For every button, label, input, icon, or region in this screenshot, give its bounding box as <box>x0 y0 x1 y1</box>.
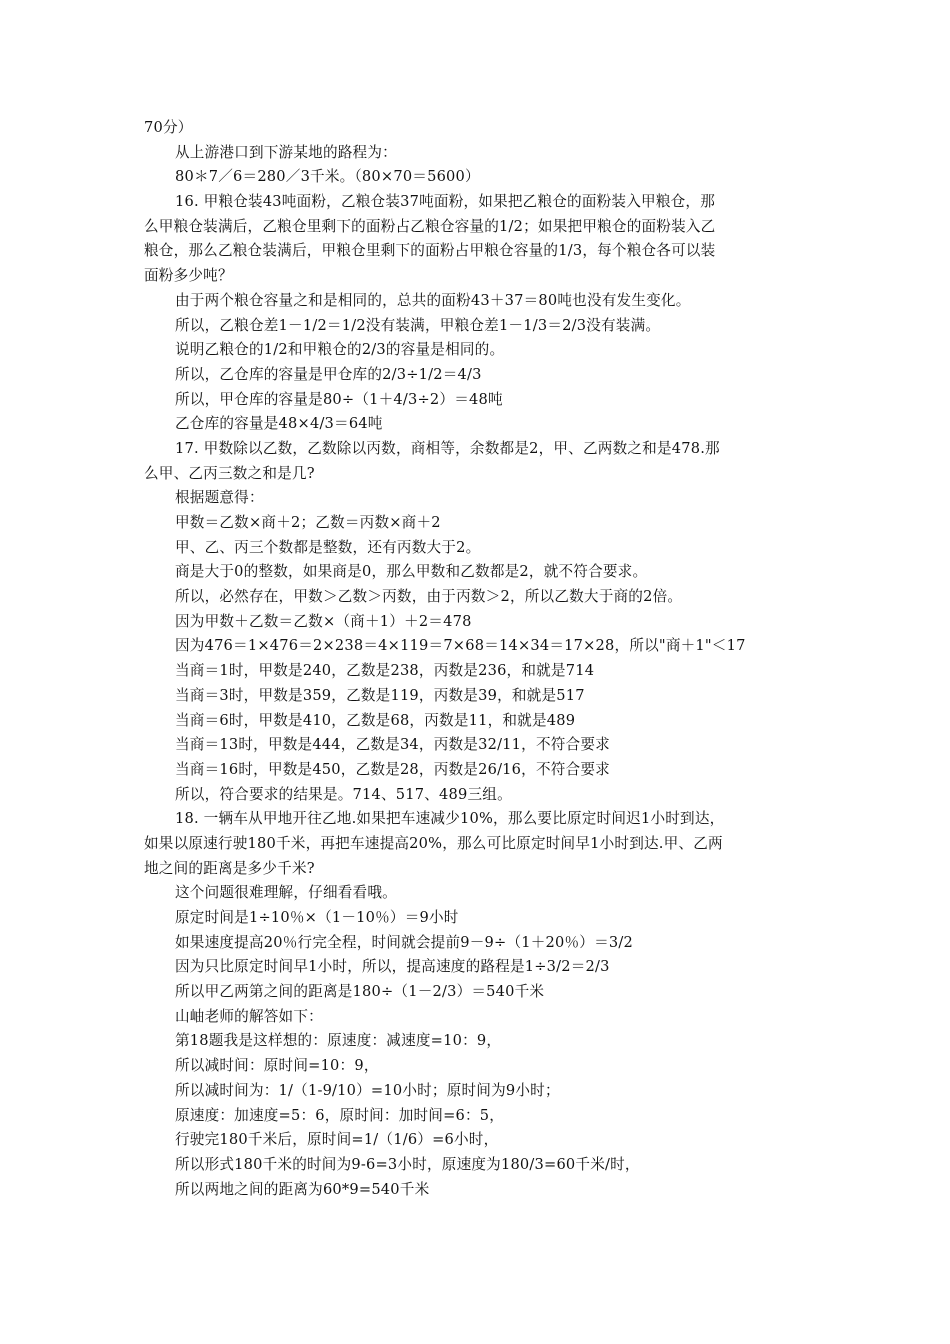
text-line: 16. 甲粮仓装43吨面粉，乙粮仓装37吨面粉，如果把乙粮仓的面粉装入甲粮仓，那 <box>175 193 715 211</box>
text-line: 当商＝6时，甲数是410，乙数是68，丙数是11，和就是489 <box>175 711 576 729</box>
text-line: 所以，符合要求的结果是。714、517、489三组。 <box>175 785 512 803</box>
text-line: 当商＝1时，甲数是240，乙数是238，丙数是236，和就是714 <box>175 662 595 680</box>
text-line: 所以，乙仓库的容量是甲仓库的2/3÷1/2＝4/3 <box>175 365 482 383</box>
text-line: 如果速度提高20％行完全程，时间就会提前9－9÷（1＋20％）＝3/2 <box>175 933 633 951</box>
text-line: 乙仓库的容量是48×4/3＝64吨 <box>175 415 383 433</box>
text-line: 因为甲数＋乙数＝乙数×（商＋1）＋2＝478 <box>175 612 472 630</box>
text-line: 所以减时间：原时间=10：9， <box>175 1057 379 1075</box>
text-line: 所以，必然存在，甲数＞乙数＞丙数，由于丙数＞2，所以乙数大于商的2倍。 <box>175 588 683 606</box>
text-line: 山岫老师的解答如下： <box>175 1007 323 1025</box>
text-line: 80＊7／6＝280／3千米。（80×70＝5600） <box>175 168 480 186</box>
text-line: 面粉多少吨？ <box>144 267 233 285</box>
text-line: 因为只比原定时间早1小时，所以，提高速度的路程是1÷3/2＝2/3 <box>175 958 610 976</box>
text-line: 70分） <box>144 119 193 136</box>
text-line: 所以，乙粮仓差1－1/2＝1/2没有装满，甲粮仓差1－1/3＝2/3没有装满。 <box>175 316 661 334</box>
text-line: 地之间的距离是多少千米? <box>144 859 315 877</box>
text-line: 当商＝16时，甲数是450，乙数是28，丙数是26/16，不符合要求 <box>175 760 610 778</box>
text-line: 根据题意得： <box>175 489 264 507</box>
text-line: 如果以原速行驶180千米，再把车速提高20%，那么可比原定时间早1小时到达.甲、乙两 <box>144 834 723 852</box>
text-line: 所以甲乙两第之间的距离是180÷（1－2/3）＝540千米 <box>175 983 545 1001</box>
text-line: 当商＝13时，甲数是444，乙数是34，丙数是32/11，不符合要求 <box>175 736 610 754</box>
text-line: 所以，甲仓库的容量是80÷（1＋4/3÷2）＝48吨 <box>175 390 503 408</box>
text-line: 所以减时间为：1/（1-9/10）=10小时；原时间为9小时； <box>175 1081 560 1099</box>
text-line: 甲数＝乙数×商＋2；乙数＝丙数×商＋2 <box>175 514 441 531</box>
text-line: 商是大于0的整数，如果商是0，那么甲数和乙数都是2，就不符合要求。 <box>175 563 648 581</box>
text-line: 这个问题很难理解，仔细看看哦。 <box>175 884 397 902</box>
text-line: 么甲、乙丙三数之和是几? <box>144 464 315 482</box>
text-line: 由于两个粮仓容量之和是相同的，总共的面粉43＋37＝80吨也没有发生变化。 <box>175 291 691 309</box>
text-line: 甲、乙、丙三个数都是整数，还有丙数大于2。 <box>175 538 481 556</box>
text-line: 所以形式180千米的时间为9-6=3小时，原速度为180/3=60千米/时， <box>175 1155 640 1173</box>
text-line: 原速度：加速度=5：6，原时间：加时间=6：5， <box>175 1106 505 1124</box>
text-line: 第18题我是这样想的：原速度：减速度=10：9， <box>175 1032 502 1050</box>
text-line: 粮仓，那么乙粮仓装满后，甲粮仓里剩下的面粉占甲粮仓容量的1/3，每个粮仓各可以装 <box>144 242 716 260</box>
text-line: 17. 甲数除以乙数，乙数除以丙数，商相等，余数都是2，甲、乙两数之和是478.那 <box>175 439 720 457</box>
text-line: 18. 一辆车从甲地开往乙地.如果把车速减少10%，那么要比原定时间迟1小时到达， <box>175 810 725 828</box>
text-line: 说明乙粮仓的1/2和甲粮仓的2/3的容量是相同的。 <box>175 341 505 359</box>
text-line: 因为476＝1×476＝2×238＝4×119＝7×68＝14×34＝17×28，所以"商＋1"＜17 <box>175 637 746 655</box>
text-line: 行驶完180千米后，原时间=1/（1/6）=6小时， <box>175 1131 499 1149</box>
document-body <box>0 116 950 1202</box>
text-line: 原定时间是1÷10％×（1－10％）＝9小时 <box>175 909 459 926</box>
text-line: 么甲粮仓装满后，乙粮仓里剩下的面粉占乙粮仓容量的1/2；如果把甲粮仓的面粉装入乙 <box>144 217 716 235</box>
text-line: 所以两地之间的距离为60*9=540千米 <box>175 1180 430 1198</box>
text-line: 从上游港口到下游某地的路程为： <box>175 143 397 161</box>
text-line: 当商＝3时，甲数是359，乙数是119，丙数是39，和就是517 <box>175 686 585 704</box>
